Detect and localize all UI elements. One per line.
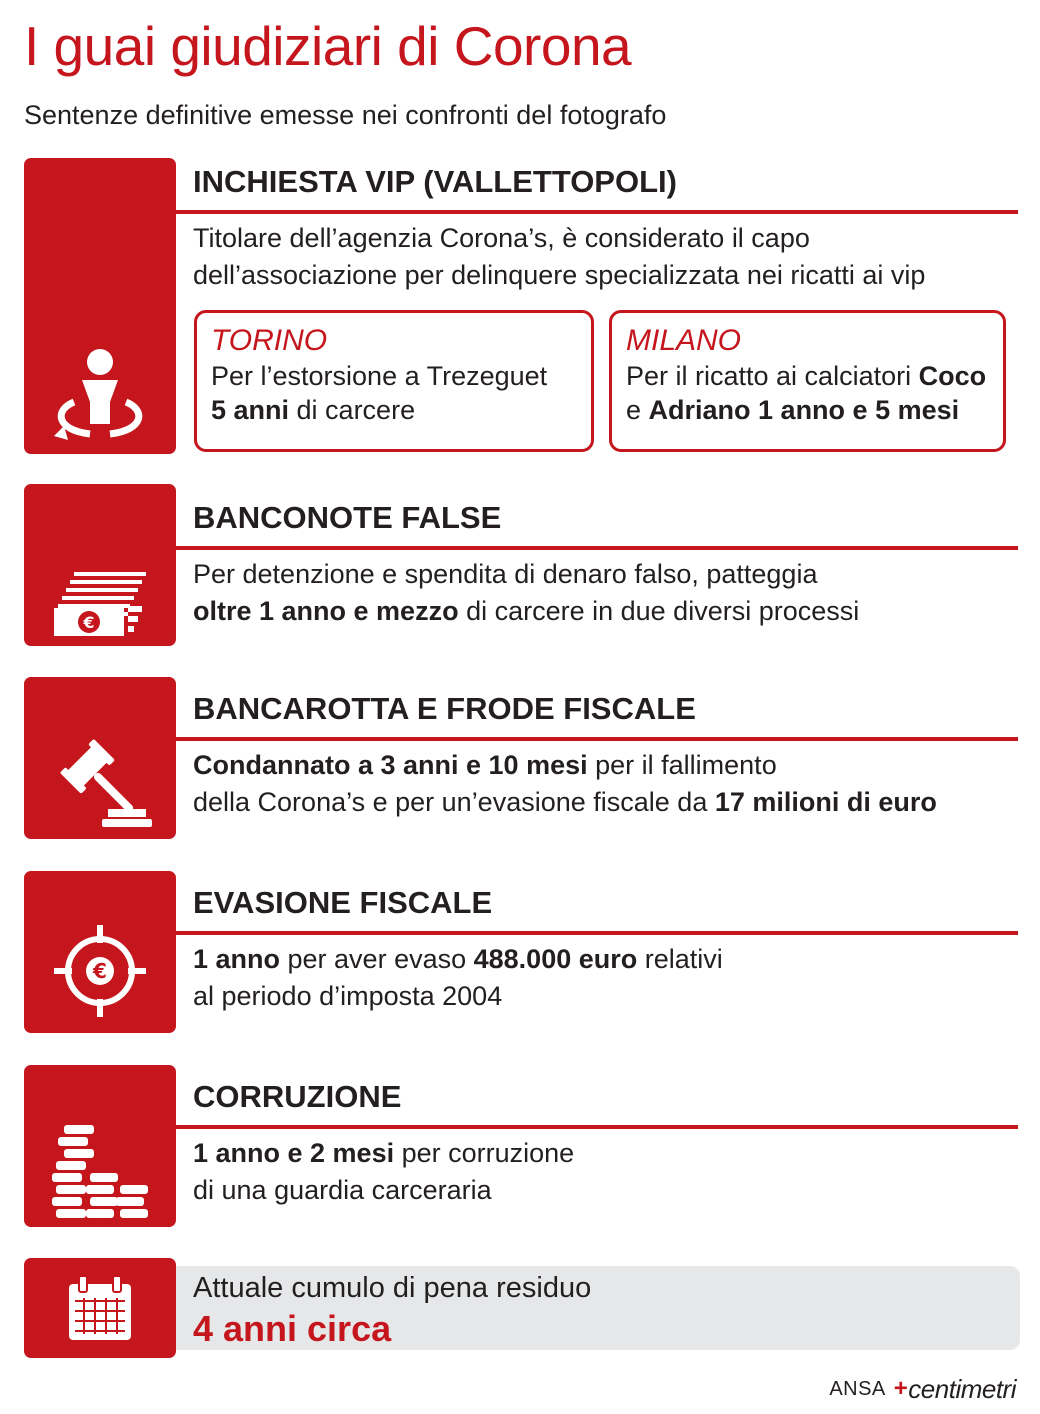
section-icon-box — [24, 1258, 176, 1358]
description-line — [193, 1135, 574, 1172]
sentence-highlight: Condannato a 3 anni e 10 mesi — [193, 750, 588, 780]
description-text-part: per il fallimento — [587, 750, 777, 780]
section-description — [193, 747, 937, 821]
section-banconote-false — [24, 484, 1018, 646]
section-icon-box — [24, 677, 176, 839]
city-text-part: e — [626, 395, 649, 425]
section-evasione-fiscale — [24, 871, 1018, 1033]
ansa-logo-text: ANSA — [829, 1377, 886, 1400]
sentence-highlight: Coco — [918, 361, 987, 391]
city-name: TORINO — [211, 324, 328, 357]
page-subtitle: Sentenze definitive emesse nei confronti del fotografo — [24, 100, 667, 130]
summary-value: 4 anni circa — [193, 1308, 392, 1349]
sentence-highlight: 488.000 euro — [473, 944, 638, 974]
sentence-highlight: 1 anno — [193, 944, 281, 974]
section-divider — [176, 210, 1018, 214]
page-title: I guai giudiziari di Corona — [24, 15, 632, 77]
description-line — [193, 593, 859, 630]
section-icon-box — [24, 871, 176, 1033]
section-icon-box — [24, 1065, 176, 1227]
sentence-highlight: 1 anno e 2 mesi — [193, 1138, 395, 1168]
section-divider — [176, 931, 1018, 935]
section-divider — [176, 1125, 1018, 1129]
centimetri-logo — [894, 1374, 1016, 1405]
sentence-highlight: oltre 1 anno e mezzo — [193, 596, 459, 626]
description-line — [193, 747, 937, 784]
coin-stacks-icon — [50, 1123, 150, 1219]
section-bancarotta — [24, 677, 1018, 839]
description-text-part: relativi — [637, 944, 723, 974]
section-description — [193, 941, 723, 1015]
sentence-highlight: Adriano 1 anno e 5 mesi — [648, 395, 960, 425]
description-line — [193, 941, 723, 978]
person-circle-arrow-icon — [50, 344, 150, 444]
description-line: al periodo d’imposta 2004 — [193, 981, 503, 1011]
city-text-part: di carcere — [289, 395, 416, 425]
summary-label: Attuale cumulo di pena residuo — [193, 1272, 592, 1304]
description-line: di una guardia carceraria — [193, 1175, 492, 1205]
sentence-highlight: 17 milioni di euro — [714, 787, 937, 817]
section-corruzione — [24, 1065, 1018, 1227]
description-text-part: della Corona’s e per un’evasione fiscale da — [193, 787, 715, 817]
gavel-icon — [46, 739, 156, 829]
svg-text:€: € — [83, 613, 95, 632]
description-text-part: per aver evaso — [280, 944, 474, 974]
city-line — [626, 393, 989, 427]
plus-icon: + — [893, 1375, 908, 1402]
svg-text:€: € — [93, 959, 107, 983]
centimetri-logo-text: centimetri — [908, 1373, 1016, 1404]
description-text-part: per corruzione — [394, 1138, 575, 1168]
section-title: BANCONOTE FALSE — [193, 500, 502, 535]
city-box-milano — [609, 310, 1006, 452]
section-title: CORRUZIONE — [193, 1079, 402, 1114]
description-text-part: di carcere in due diversi processi — [458, 596, 860, 626]
section-description — [193, 556, 859, 630]
city-line — [626, 359, 989, 393]
section-title: EVASIONE FISCALE — [193, 885, 493, 920]
section-icon-box — [24, 158, 176, 454]
city-name: MILANO — [626, 324, 742, 357]
euro-target-icon — [50, 921, 150, 1021]
city-box-torino — [194, 310, 594, 452]
sentence-highlight: 5 anni — [211, 395, 290, 425]
description-line: Titolare dell’agenzia Corona’s, è considerato il capo — [193, 223, 810, 253]
section-title: INCHIESTA VIP (VALLETTOPOLI) — [193, 164, 677, 199]
banknotes-euro-icon — [50, 568, 150, 638]
description-line: Per detenzione e spendita di denaro falso, patteggia — [193, 559, 818, 589]
section-divider — [176, 737, 1018, 741]
section-icon-box — [24, 484, 176, 646]
section-description — [193, 220, 925, 294]
description-line — [193, 784, 937, 821]
calendar-icon — [65, 1274, 135, 1344]
city-line: Per l’estorsione a Trezeguet — [211, 361, 548, 391]
summary-box — [24, 1258, 1020, 1358]
city-line — [211, 393, 577, 427]
description-line: dell’associazione per delinquere specializzata nei ricatti ai vip — [193, 260, 926, 290]
section-inchiesta-vip — [24, 158, 1018, 454]
section-divider — [176, 546, 1018, 550]
footer-credits — [829, 1374, 1016, 1404]
section-title: BANCAROTTA E FRODE FISCALE — [193, 691, 696, 726]
city-text-part: Per il ricatto ai calciatori — [626, 361, 919, 391]
section-description — [193, 1135, 574, 1209]
